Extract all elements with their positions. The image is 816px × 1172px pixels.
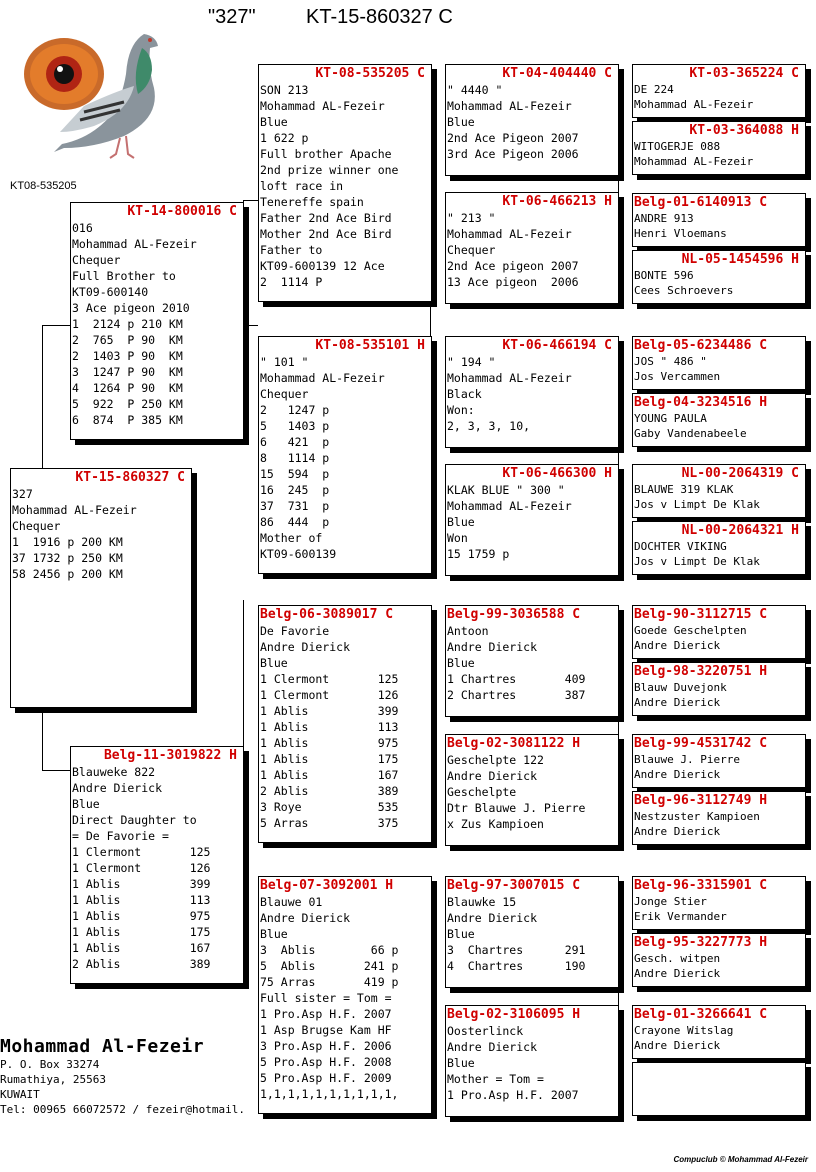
pedigree-line: Erik Vermander	[634, 910, 727, 923]
pedigree-line: Mohammad AL-Fezeir	[634, 155, 754, 168]
pedigree-line: 2 1247 p	[260, 403, 330, 417]
connector-line	[42, 770, 70, 771]
owner-info	[0, 1036, 245, 1117]
pedigree-line: 1 Clermont 126	[260, 688, 399, 702]
owner-address-line: Rumathiya, 25563	[0, 1073, 106, 1086]
owner-contact: Tel: 00965 66072572 / fezeir@hotmail.	[0, 1103, 246, 1116]
sire-box	[70, 202, 244, 440]
ring-number: Belg-01-3266641 C	[634, 1007, 768, 1022]
pedigree-line: Dtr Blauwe J. Pierre	[447, 801, 586, 815]
pedigree-line: Chequer	[260, 387, 309, 401]
pedigree-line: Father 2nd Ace Bird	[260, 211, 392, 225]
pedigree-line: 016	[72, 221, 93, 235]
pedigree-line: 6 874 P 385 KM	[72, 413, 183, 427]
ring-number: Belg-05-6234486 C	[634, 338, 768, 353]
pedigree-line: 1 Pro.Asp H.F. 2007	[447, 1088, 579, 1102]
ring-number: KT-14-800016 C	[127, 204, 237, 219]
pedigree-line: Blue	[447, 115, 475, 129]
grandparent-box	[258, 336, 432, 574]
pedigree-line: Mohammad AL-Fezeir	[12, 503, 137, 517]
pedigree-line: Andre Dierick	[634, 768, 721, 781]
pedigree-line: Andre Dierick	[634, 696, 721, 709]
pedigree-line: 37 731 p	[260, 499, 330, 513]
pedigree-line: DOCHTER VIKING	[634, 540, 727, 553]
great-grandparent-box	[445, 64, 619, 176]
pigeon-photo	[14, 16, 164, 166]
pedigree-line: BLAUWE 319 KLAK	[634, 483, 734, 496]
pedigree-line: Andre Dierick	[447, 640, 538, 654]
pedigree-line: 5 1403 p	[260, 419, 330, 433]
ancestor-box	[632, 521, 806, 575]
ring-number: NL-05-1454596 H	[681, 252, 799, 267]
pedigree-line: 1 Ablis 167	[260, 768, 399, 782]
pedigree-line: 16 245 p	[260, 483, 330, 497]
pedigree-line: Jos v Limpt De Klak	[634, 498, 760, 511]
pedigree-line: JOS " 486 "	[634, 355, 707, 368]
ancestor-box	[632, 1062, 806, 1116]
pedigree-line: Goede Geschelpten	[634, 624, 747, 637]
ring-number: KT-06-466300 H	[502, 466, 612, 481]
great-grandparent-box	[445, 1005, 619, 1117]
pedigree-line: Blue	[447, 927, 475, 941]
pedigree-line: 37 1732 p 250 KM	[12, 551, 123, 565]
ring-number: Belg-98-3220751 H	[634, 664, 768, 679]
pedigree-line: Andre Dierick	[72, 781, 163, 795]
ancestor-box	[632, 64, 806, 118]
grandparent-box	[258, 605, 432, 843]
ring-number: Belg-04-3234516 H	[634, 395, 768, 410]
pedigree-line: loft race in	[260, 179, 344, 193]
photo-caption: KT08-535205	[10, 180, 77, 192]
pedigree-line: Tenereffe spain	[260, 195, 364, 209]
pedigree-line: Cees Schroevers	[634, 284, 734, 297]
pedigree-line: Andre Dierick	[447, 769, 538, 783]
pedigree-line: " 101 "	[260, 355, 309, 369]
dam-box	[70, 746, 244, 984]
ring-number: Belg-99-3036588 C	[447, 607, 581, 622]
ring-number: Belg-95-3227773 H	[634, 935, 768, 950]
great-grandparent-box	[445, 876, 619, 988]
pedigree-line: Blue	[260, 115, 288, 129]
pedigree-line: 2 765 P 90 KM	[72, 333, 183, 347]
pedigree-line: Mother of	[260, 531, 323, 545]
pedigree-line: Blue	[447, 1056, 475, 1070]
pedigree-line: 2 1403 P 90 KM	[72, 349, 183, 363]
pedigree-line: Blauw Duvejonk	[634, 681, 727, 694]
pedigree-line: 4 1264 P 90 KM	[72, 381, 183, 395]
footer-credit: Compuclub © Mohammad Al-Fezeir	[673, 1155, 808, 1164]
pedigree-line: Andre Dierick	[634, 639, 721, 652]
pedigree-line: Andre Dierick	[260, 640, 351, 654]
pedigree-line: 5 Pro.Asp H.F. 2009	[260, 1071, 392, 1085]
pedigree-line: ANDRE 913	[634, 212, 694, 225]
pedigree-line: Gesch. witpen	[634, 952, 721, 965]
ring-number: KT-04-404440 C	[502, 66, 612, 81]
pedigree-line: Andre Dierick	[634, 825, 721, 838]
pedigree-line: 5 Ablis 241 p	[260, 959, 399, 973]
ancestor-box	[632, 876, 806, 930]
ancestor-box	[632, 933, 806, 987]
pedigree-line: 1 Clermont 125	[72, 845, 211, 859]
pedigree-line: = De Favorie =	[72, 829, 169, 843]
ring-number: Belg-02-3106095 H	[447, 1007, 581, 1022]
pedigree-line: 1 1916 p 200 KM	[12, 535, 123, 549]
ring-number: KT-15-860327 C	[75, 470, 185, 485]
pedigree-line: Nestzuster Kampioen	[634, 810, 760, 823]
pedigree-line: Gaby Vandenabeele	[634, 427, 747, 440]
pedigree-line: 1 Ablis 113	[260, 720, 399, 734]
pedigree-line: Mother = Tom =	[447, 1072, 544, 1086]
pedigree-line: x Zus Kampioen	[447, 817, 544, 831]
pedigree-line: " 194 "	[447, 355, 496, 369]
pedigree-line: 1 Chartres 409	[447, 672, 586, 686]
pedigree-line: Oosterlinck	[447, 1024, 524, 1038]
pedigree-line: 13 Ace pigeon 2006	[447, 275, 579, 289]
pedigree-line: Full Brother to	[72, 269, 176, 283]
pedigree-line: Blauwke 15	[447, 895, 517, 909]
pedigree-line: 3 Chartres 291	[447, 943, 586, 957]
pedigree-line: 2 Ablis 389	[72, 957, 211, 971]
pedigree-line: 3 Roye 535	[260, 800, 399, 814]
pedigree-line: 1 Ablis 167	[72, 941, 211, 955]
pedigree-line: Chequer	[447, 243, 496, 257]
pedigree-line: 5 Arras 375	[260, 816, 399, 830]
great-grandparent-box	[445, 464, 619, 576]
owner-name: Mohammad Al-Fezeir	[0, 1036, 205, 1057]
ancestor-box	[632, 662, 806, 716]
subject-box	[10, 468, 192, 708]
pedigree-line: Mother 2nd Ace Bird	[260, 227, 392, 241]
pedigree-line: Chequer	[72, 253, 121, 267]
connector-line	[42, 710, 43, 770]
pedigree-line: 2 1114 P	[260, 275, 323, 289]
pigeon-name: "327"	[208, 6, 256, 28]
pedigree-line: 1 Pro.Asp H.F. 2007	[260, 1007, 392, 1021]
owner-address-line: P. O. Box 33274	[0, 1058, 100, 1071]
pedigree-line: Blauwe 01	[260, 895, 323, 909]
pedigree-line: Andre Dierick	[634, 1039, 721, 1052]
pedigree-line: Mohammad AL-Fezeir	[72, 237, 197, 251]
pedigree-line: Mohammad AL-Fezeir	[447, 227, 572, 241]
pedigree-line: 1 Ablis 175	[72, 925, 211, 939]
ancestor-box	[632, 121, 806, 175]
pedigree-line: 1 Clermont 125	[260, 672, 399, 686]
ring-number: Belg-96-3112749 H	[634, 793, 768, 808]
pedigree-line: 2, 3, 3, 10,	[447, 419, 531, 433]
pedigree-line: Andre Dierick	[260, 911, 351, 925]
grandparent-box	[258, 64, 432, 302]
pedigree-line: Direct Daughter to	[72, 813, 197, 827]
pedigree-line: Blue	[447, 656, 475, 670]
pedigree-line: 1 Ablis 113	[72, 893, 211, 907]
connector-line	[42, 325, 70, 326]
pedigree-line: 15 594 p	[260, 467, 330, 481]
pedigree-line: 1,1,1,1,1,1,1,1,1,1,	[260, 1087, 399, 1101]
pedigree-line: Jonge Stier	[634, 895, 707, 908]
ring-number: NL-00-2064319 C	[681, 466, 799, 481]
ring-number: Belg-96-3315901 C	[634, 878, 768, 893]
pedigree-line: 5 Pro.Asp H.F. 2008	[260, 1055, 392, 1069]
pedigree-line: 4 Chartres 190	[447, 959, 586, 973]
pedigree-line: Geschelpte 122	[447, 753, 544, 767]
pedigree-line: 1 Ablis 975	[260, 736, 399, 750]
ancestor-box	[632, 193, 806, 247]
pedigree-line: Andre Dierick	[447, 911, 538, 925]
great-grandparent-box	[445, 605, 619, 717]
pedigree-line: 5 922 P 250 KM	[72, 397, 183, 411]
pedigree-line: 1 Ablis 975	[72, 909, 211, 923]
pedigree-line: Jos Vercammen	[634, 370, 721, 383]
pedigree-line: Blauweke 822	[72, 765, 156, 779]
ring-number: Belg-90-3112715 C	[634, 607, 768, 622]
pedigree-line: De Favorie	[260, 624, 330, 638]
pedigree-line: WITOGERJE 088	[634, 140, 721, 153]
pedigree-line: 2nd Ace pigeon 2007	[447, 259, 579, 273]
pedigree-line: 6 421 p	[260, 435, 330, 449]
connector-line	[42, 325, 43, 470]
pedigree-line: Mohammad AL-Fezeir	[447, 371, 572, 385]
pedigree-line: Mohammad AL-Fezeir	[447, 99, 572, 113]
great-grandparent-box	[445, 192, 619, 304]
pedigree-line: Black	[447, 387, 482, 401]
ring-number: Belg-06-3089017 C	[260, 607, 394, 622]
connector-line	[243, 200, 258, 201]
ring-number: Belg-01-6140913 C	[634, 195, 768, 210]
pedigree-line: Blue	[447, 515, 475, 529]
ancestor-box	[632, 605, 806, 659]
pedigree-line: Blauwe J. Pierre	[634, 753, 740, 766]
ring-number: KT-08-535205 C	[315, 66, 425, 81]
pedigree-line: Blue	[260, 656, 288, 670]
connector-line	[243, 325, 258, 326]
pedigree-line: Mohammad AL-Fezeir	[447, 499, 572, 513]
pedigree-line: 86 444 p	[260, 515, 330, 529]
pedigree-line: 1 Clermont 126	[72, 861, 211, 875]
pedigree-line: 1 Ablis 175	[260, 752, 399, 766]
ring-number: Belg-02-3081122 H	[447, 736, 581, 751]
pedigree-line: Father to	[260, 243, 323, 257]
pedigree-line: SON 213	[260, 83, 309, 97]
pedigree-line: KT09-600140	[72, 285, 149, 299]
pedigree-line: 3 Pro.Asp H.F. 2006	[260, 1039, 392, 1053]
great-grandparent-box	[445, 734, 619, 846]
pedigree-line: 2 Ablis 389	[260, 784, 399, 798]
pedigree-line: Full brother Apache	[260, 147, 392, 161]
pedigree-line: 75 Arras 419 p	[260, 975, 399, 989]
ancestor-box	[632, 336, 806, 390]
pedigree-line: 3 Ace pigeon 2010	[72, 301, 190, 315]
ring-number: NL-00-2064321 H	[681, 523, 799, 538]
pedigree-line: Mohammad AL-Fezeir	[260, 99, 385, 113]
ring-number: KT-08-535101 H	[315, 338, 425, 353]
pedigree-line: Won	[447, 531, 468, 545]
pedigree-line: Henri Vloemans	[634, 227, 727, 240]
pedigree-line: KT09-600139	[260, 547, 337, 561]
pedigree-line: BONTE 596	[634, 269, 694, 282]
pedigree-line: KLAK BLUE " 300 "	[447, 483, 565, 497]
owner-address-line: KUWAIT	[0, 1088, 40, 1101]
ancestor-box	[632, 250, 806, 304]
ring-number: Belg-99-4531742 C	[634, 736, 768, 751]
ring-number: Belg-07-3092001 H	[260, 878, 394, 893]
pedigree-line: 58 2456 p 200 KM	[12, 567, 123, 581]
pedigree-line: 15 1759 p	[447, 547, 510, 561]
ancestor-box	[632, 1005, 806, 1059]
pedigree-line: 3 Ablis 66 p	[260, 943, 399, 957]
pedigree-line: 1 2124 p 210 KM	[72, 317, 183, 331]
ring-number: KT-03-365224 C	[689, 66, 799, 81]
pedigree-line: " 213 "	[447, 211, 496, 225]
pedigree-line: Mohammad AL-Fezeir	[634, 98, 754, 111]
ring-number: KT-03-364088 H	[689, 123, 799, 138]
eye-image	[24, 38, 104, 110]
pigeon-ring-number: KT-15-860327 C	[306, 6, 453, 28]
ancestor-box	[632, 734, 806, 788]
great-grandparent-box	[445, 336, 619, 448]
pedigree-line: 1 622 p	[260, 131, 309, 145]
pedigree-line: 1 Asp Brugse Kam HF	[260, 1023, 392, 1037]
pedigree-line: YOUNG PAULA	[634, 412, 707, 425]
pedigree-line: Chequer	[12, 519, 61, 533]
ancestor-box	[632, 464, 806, 518]
grandparent-box	[258, 876, 432, 1114]
pedigree-line: 8 1114 p	[260, 451, 330, 465]
ancestor-box	[632, 791, 806, 845]
pedigree-line: DE 224	[634, 83, 674, 96]
ancestor-box	[632, 393, 806, 447]
pedigree-line: 1 Ablis 399	[260, 704, 399, 718]
pedigree-line: 3 1247 P 90 KM	[72, 365, 183, 379]
pedigree-line: Blue	[260, 927, 288, 941]
pedigree-line: Antoon	[447, 624, 489, 638]
pedigree-line: KT09-600139 12 Ace	[260, 259, 385, 273]
pedigree-line: Andre Dierick	[634, 967, 721, 980]
pedigree-line: 1 Ablis 399	[72, 877, 211, 891]
pedigree-line: Crayone Witslag	[634, 1024, 734, 1037]
pedigree-line: Blue	[72, 797, 100, 811]
pedigree-line: " 4440 "	[447, 83, 503, 97]
pedigree-line: 2 Chartres 387	[447, 688, 586, 702]
pedigree-line: Jos v Limpt De Klak	[634, 555, 760, 568]
pedigree-line: Won:	[447, 403, 475, 417]
pedigree-line: 327	[12, 487, 33, 501]
ring-number: KT-06-466194 C	[502, 338, 612, 353]
ring-number: Belg-11-3019822 H	[103, 748, 237, 763]
pedigree-line: Mohammad AL-Fezeir	[260, 371, 385, 385]
pedigree-line: Andre Dierick	[447, 1040, 538, 1054]
pedigree-line: Full sister = Tom =	[260, 991, 392, 1005]
pedigree-line: 2nd Ace Pigeon 2007	[447, 131, 579, 145]
pedigree-line: 3rd Ace Pigeon 2006	[447, 147, 579, 161]
pedigree-line: 2nd prize winner one	[260, 163, 399, 177]
pedigree-line: Geschelpte	[447, 785, 517, 799]
ring-number: KT-06-466213 H	[502, 194, 612, 209]
ring-number: Belg-97-3007015 C	[447, 878, 581, 893]
